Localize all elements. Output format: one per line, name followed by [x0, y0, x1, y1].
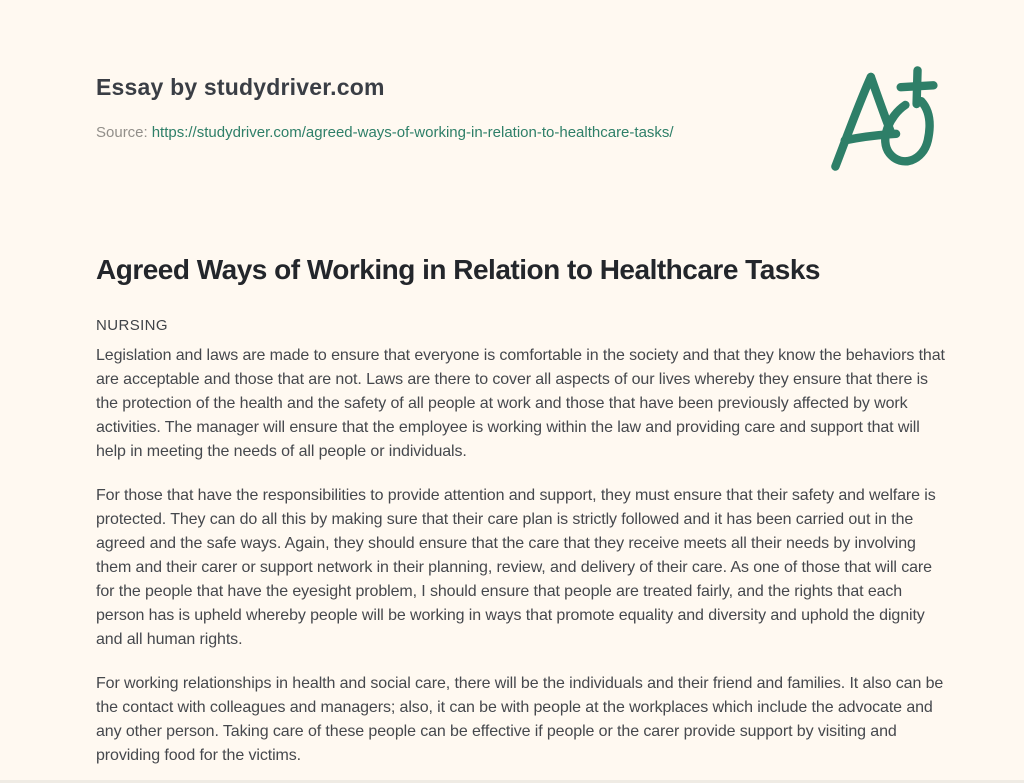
essay-paragraph-2: For those that have the responsibilities to provide attention and support, they must ensure that their safety and welfare is protected. They can do all this by making sure that their care plan is strictly followed and it has been carried out in the agreed and the safe ways. Again, they should ensure that the care that they receive meets all their needs by involving them and their carer or support network in their planning, review, and delivery of their care. As one of those that will care for the people that have the eyesight problem, I should ensure that people are treated fairly, and the rights that each person has is upheld whereby people will be working in ways that promote equality and diversity and uphold the dignity and all human rights.	[96, 487, 936, 648]
source-url-link[interactable]: https://studydriver.com/agreed-ways-of-working-in-relation-to-healthcare-tasks/	[151, 124, 674, 141]
a-plus-swoosh-icon	[824, 62, 942, 174]
essay-category-label: NURSING	[96, 317, 168, 334]
essay-title: Agreed Ways of Working in Relation to Healthcare Tasks	[96, 254, 820, 285]
page-heading: Essay by studydriver.com	[96, 74, 385, 100]
essay-body	[96, 344, 946, 783]
source-label: Source:	[96, 124, 148, 141]
essay-paragraph-3: For working relationships in health and social care, there will be the individuals and their friend and families. It also can be the contact with colleagues and managers; also, it can be with people at the workplaces which include the advocate and any other person. Taking care of these people can be effective if people or the carer provide support by visiting and providing food for the victims.	[96, 675, 944, 764]
essay-paragraph-1: Legislation and laws are made to ensure that everyone is comfortable in the society and that they know the behaviors that are acceptable and those that are not. Laws are there to cover all aspects of our lives whereby they ensure that there is the protection of the health and the safety of all people at work and those that have been previously affected by work activities. The manager will ensure that the employee is working within the law and providing care and support that will help in meeting the needs of all people or individuals.	[96, 347, 945, 460]
studydriver-logo	[824, 62, 942, 174]
source-line	[96, 124, 674, 141]
